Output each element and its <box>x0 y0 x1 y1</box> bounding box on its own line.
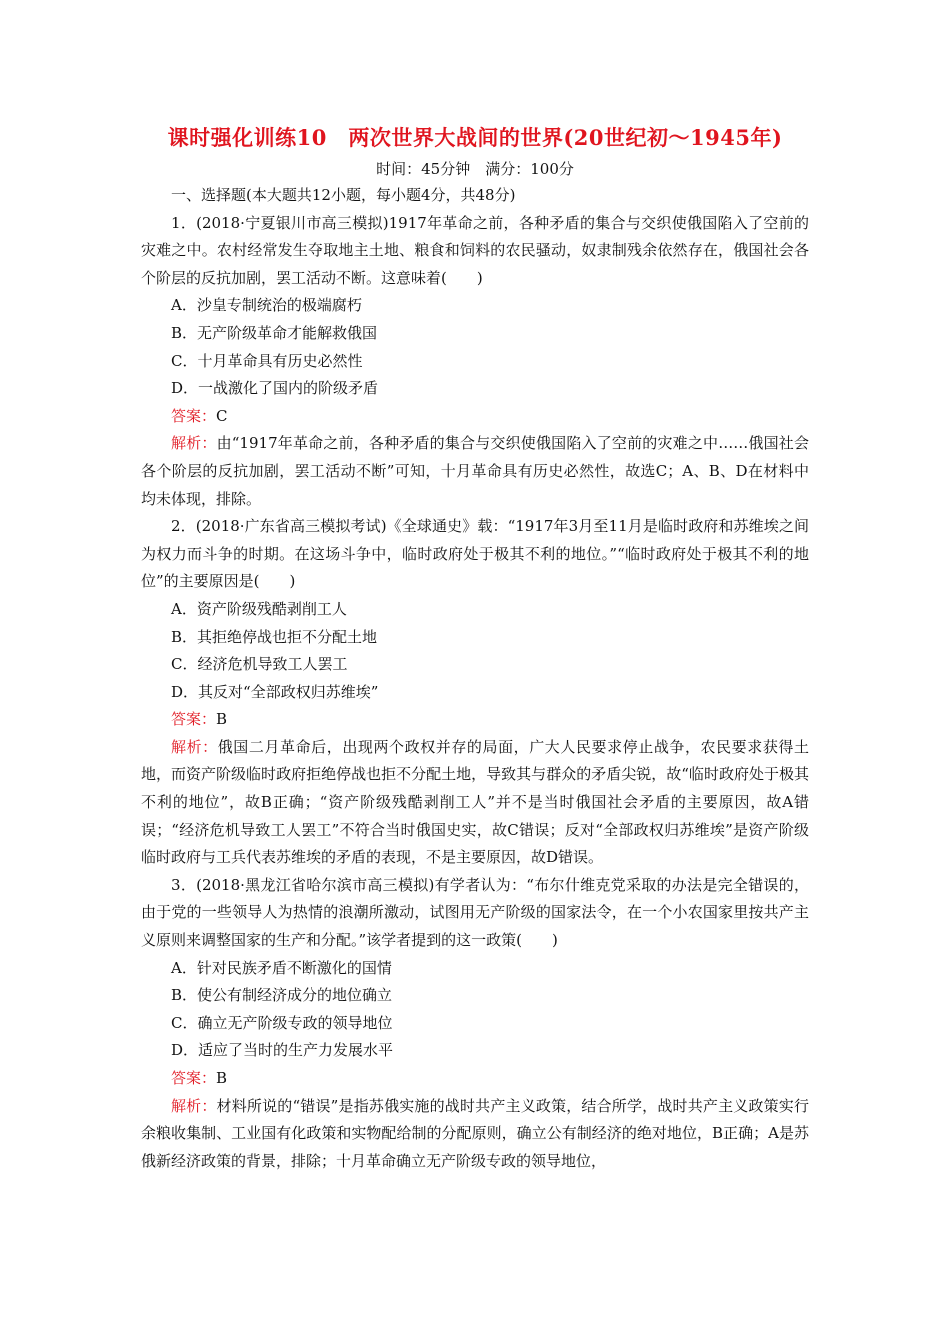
answer-value: B <box>216 1069 228 1087</box>
answer-label: 答案： <box>171 406 217 425</box>
section-heading: 一、选择题(本大题共12小题，每小题4分，共48分) <box>171 186 516 204</box>
analysis-text: 由“1917年革命之前，各种矛盾的集合与交织使俄国陷入了空前的灾难之中……俄国社会各个阶层的反抗加剧，罢工活动不断”可知，十月革命具有历史必然性，故选C；A、B、D在材料中均未体现，排除。 <box>141 434 809 508</box>
time-score-line: 时间：45分钟 满分：100分 <box>376 160 574 178</box>
question-1 <box>141 210 809 514</box>
answer-line <box>141 706 809 734</box>
question-stem: 1．(2018·宁夏银川市高三模拟)1917年革命之前，各种矛盾的集合与交织使俄国陷入了空前的灾难之中。农村经常发生夺取地主土地、粮食和饲料的农民骚动，奴隶制残余依然存在，俄国社会各个阶层的反抗加剧，罢工活动不断。这意味着( ) <box>141 213 809 287</box>
option-a: A．针对民族矛盾不断激化的国情 <box>171 958 392 977</box>
answer-line <box>141 1065 809 1093</box>
analysis-paragraph <box>141 1093 809 1176</box>
answer-label: 答案： <box>171 1069 217 1087</box>
option-d: D．其反对“全部政权归苏维埃” <box>171 682 379 701</box>
question-stem: 3．(2018·黑龙江省哈尔滨市高三模拟)有学者认为：“布尔什维克党采取的办法是完全错误的，由于党的一些领导人为热情的浪潮所激动，试图用无产阶级的国家法令，在一个小农国家里按共产主义原则来调整国家的生产和分配。”该学者提到的这一政策( ) <box>141 875 809 950</box>
question-3 <box>141 872 809 1176</box>
option-b: B．其拒绝停战也拒不分配土地 <box>171 627 378 646</box>
analysis-paragraph <box>141 430 809 513</box>
analysis-label: 解析： <box>171 1096 217 1115</box>
question-2 <box>141 513 809 872</box>
answer-label: 答案： <box>171 710 217 729</box>
option-b: B．无产阶级革命才能解救俄国 <box>171 323 378 342</box>
answer-value: B <box>216 710 228 729</box>
option-c: C．经济危机导致工人罢工 <box>171 655 348 674</box>
analysis-text: 材料所说的“错误”是指苏俄实施的战时共产主义政策，结合所学，战时共产主义政策实行余粮收集制、工业国有化政策和实物配给制的分配原则，确立公有制经济的绝对地位，B正确；A是苏俄新经济政策的背景，排除；十月革命确立无产阶级专政的领导地位， <box>141 1096 809 1170</box>
option-d: D．适应了当时的生产力发展水平 <box>171 1041 394 1060</box>
option-c: C．确立无产阶级专政的领导地位 <box>171 1013 393 1032</box>
option-c: C．十月革命具有历史必然性 <box>171 351 363 370</box>
option-a: A．沙皇专制统治的极端腐朽 <box>171 296 362 315</box>
answer-value: C <box>216 406 228 425</box>
analysis-text: 俄国二月革命后，出现两个政权并存的局面，广大人民要求停止战争，农民要求获得土地，而资产阶级临时政府拒绝停战也拒不分配土地，导致其与群众的矛盾尖锐，故“临时政府处于极其不利的地位”，故B正确；“资产阶级残酷剥削工人”并不是当时俄国社会矛盾的主要原因，故A错误；“经济危机导致工人罢工”不符合当时俄国史实，故C错误；反对“全部政权归苏维埃”是资产阶级临时政府与工兵代表苏维埃的矛盾的表现，不是主要原因，故D错误。 <box>141 737 809 867</box>
analysis-label: 解析： <box>171 737 218 756</box>
answer-line <box>141 403 809 431</box>
analysis-label: 解析： <box>171 434 217 453</box>
page-title: 课时强化训练10 两次世界大战间的世界(20世纪初～1945年) <box>167 125 783 150</box>
question-stem: 2．(2018·广东省高三模拟考试)《全球通史》载：“1917年3月至11月是临时政府和苏维埃之间为权力而斗争的时期。在这场斗争中，临时政府处于极其不利的地位。”“临时政府处于极其不利的地位”的主要原因是( ) <box>141 517 809 591</box>
option-d: D．一战激化了国内的阶级矛盾 <box>171 379 379 398</box>
document-body <box>141 182 809 1175</box>
option-b: B．使公有制经济成分的地位确立 <box>171 986 393 1005</box>
analysis-paragraph <box>141 734 809 872</box>
option-a: A．资产阶级残酷剥削工人 <box>171 599 347 618</box>
